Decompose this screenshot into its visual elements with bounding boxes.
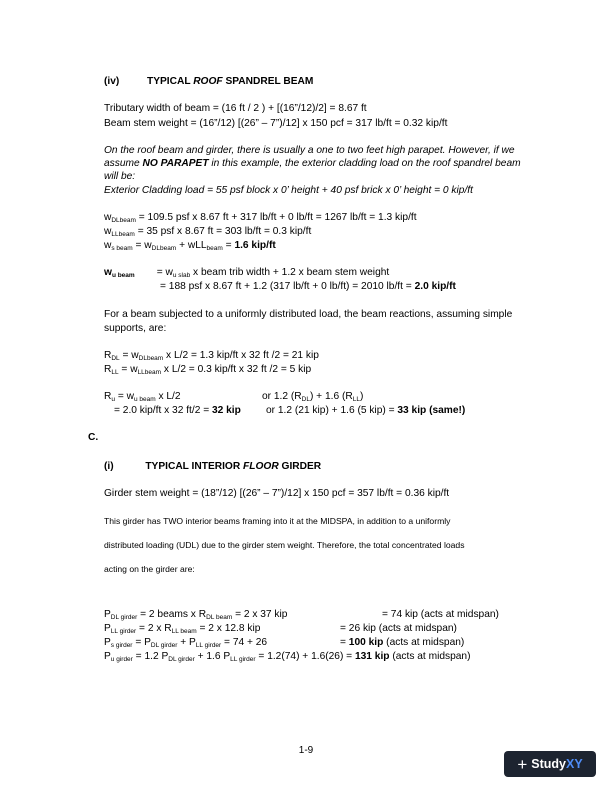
reactions-intro-2: supports, are:: [104, 323, 167, 334]
p-u-girder: $P_{u girder} = 1.2$ $P_{DL girder} + 1.6$ $P_{LL girder} = 1.2(74) + 1.6(26) = 131$ kip (acts at midspan): [104, 651, 471, 663]
r-u-alt: or 1.2 $(R_{DL}) + 1.6$ $(R_{LL})$: [262, 391, 364, 403]
girder-para-1: This girder has TWO interior beams framing into it at the MIDSPA, in addition to a uniformly: [104, 516, 451, 526]
p-dl-girder-value: = 74 kip (acts at midspan): [382, 609, 499, 620]
parapet-note-2: assume NO PARAPET in this example, the exterior cladding load on the roof spandrel beam: [104, 158, 521, 169]
section-title-emphasis: ROOF: [193, 76, 223, 87]
r-u-line-1: $R_u = w_{u beam}$ x L/2: [104, 391, 181, 403]
w-dl-beam: $w_{DLbeam} = 109.5$ psf x 8.67 ft + 317 lb/ft + 0 lb/ft = 1267 lb/ft = 1.3 kip/ft: [104, 212, 417, 224]
plus-icon: +: [517, 754, 528, 774]
p-ll-girder-value: = 26 kip (acts at midspan): [340, 623, 457, 634]
r-u-line-2: = 2.0 kip/ft x 32 ft/2 = 32 kip: [114, 405, 241, 416]
cladding-load: Exterior Cladding load = 55 psf block x 0’ height + 40 psf brick x 0’ height = 0 kip/ft: [104, 185, 473, 196]
parapet-note-1: On the roof beam and girder, there is usually a one to two feet high parapet. However, if we: [104, 145, 515, 156]
p-s-girder: $P_{s girder} = P_{DL girder} + P_{LL girder} = 74 + 26$: [104, 637, 268, 649]
reactions-intro-1: For a beam subjected to a uniformly distributed load, the beam reactions, assuming simple: [104, 309, 513, 320]
r-u-line-2-alt: or 1.2 (21 kip) + 1.6 (5 kip) = 33 kip (same!): [266, 405, 466, 416]
section-title-rest: SPANDREL BEAM: [222, 76, 314, 87]
p-dl-girder: $P_{DL girder} = 2$ beams x $R_{DL beam} = 2$ x 37 kip: [104, 609, 288, 621]
w-s-beam: $w_{s beam} = w_{DLbeam} + wLL_{beam} = 1.6$ kip/ft: [104, 240, 276, 252]
logo-text: StudyXY: [531, 756, 583, 771]
beam-stem-weight: Beam stem weight = (16”/12) [(26” – 7”)/12] x 150 pcf = 317 lb/ft = 0.32 kip/ft: [104, 118, 448, 129]
tributary-width: Tributary width of beam = (16 ft / 2 ) + [(16”/12)/2] = 8.67 ft: [104, 103, 367, 114]
girder-stem-weight: Girder stem weight = (18”/12) [(26” – 7”)/12] x 150 pcf = 357 lb/ft = 0.36 kip/ft: [104, 488, 450, 499]
r-dl: $R_{DL} = w_{DLbeam}$ x L/2 = 1.3 kip/ft x 32 ft /2 = 21 kip: [104, 350, 319, 362]
p-ll-girder: $P_{LL girder} = 2$ x $R_{LL beam} = 2$ x 12.8 kip: [104, 623, 261, 635]
r-ll: $R_{LL} = w_{LLbeam}$ x L/2 = 0.3 kip/ft x 32 ft /2 = 5 kip: [104, 364, 312, 376]
section-c-label: C.: [88, 432, 99, 443]
studyxy-logo[interactable]: [504, 751, 596, 777]
section-number: (iv): [104, 76, 120, 87]
section-title: TYPICAL: [146, 76, 194, 87]
section-number: (i): [104, 461, 114, 472]
page-number: 1-9: [298, 745, 314, 756]
w-ll-beam: $w_{LLbeam} = 35$ psf x 8.67 ft = 303 lb/ft = 0.3 kip/ft: [104, 226, 312, 238]
girder-para-2: distributed loading (UDL) due to the girder stem weight. Therefore, the total concentrated loads: [104, 540, 465, 550]
p-s-girder-value: = 100 kip (acts at midspan): [340, 637, 465, 648]
girder-para-3: acting on the girder are:: [104, 564, 195, 574]
section-iv-heading: [104, 76, 313, 88]
w-u-beam-line-2: = 188 psf x 8.67 ft + 1.2 (317 lb/ft + 0 lb/ft) = 2010 lb/ft = 2.0 kip/ft: [160, 281, 456, 292]
parapet-note-3: will be:: [104, 171, 136, 182]
section-c-i-heading: (i) TYPICAL INTERIOR FLOOR GIRDER: [104, 461, 322, 472]
w-u-beam-line-1: $w_{u beam} = w_{u slab}$ x beam trib width + 1.2 x beam stem weight: [104, 267, 390, 279]
